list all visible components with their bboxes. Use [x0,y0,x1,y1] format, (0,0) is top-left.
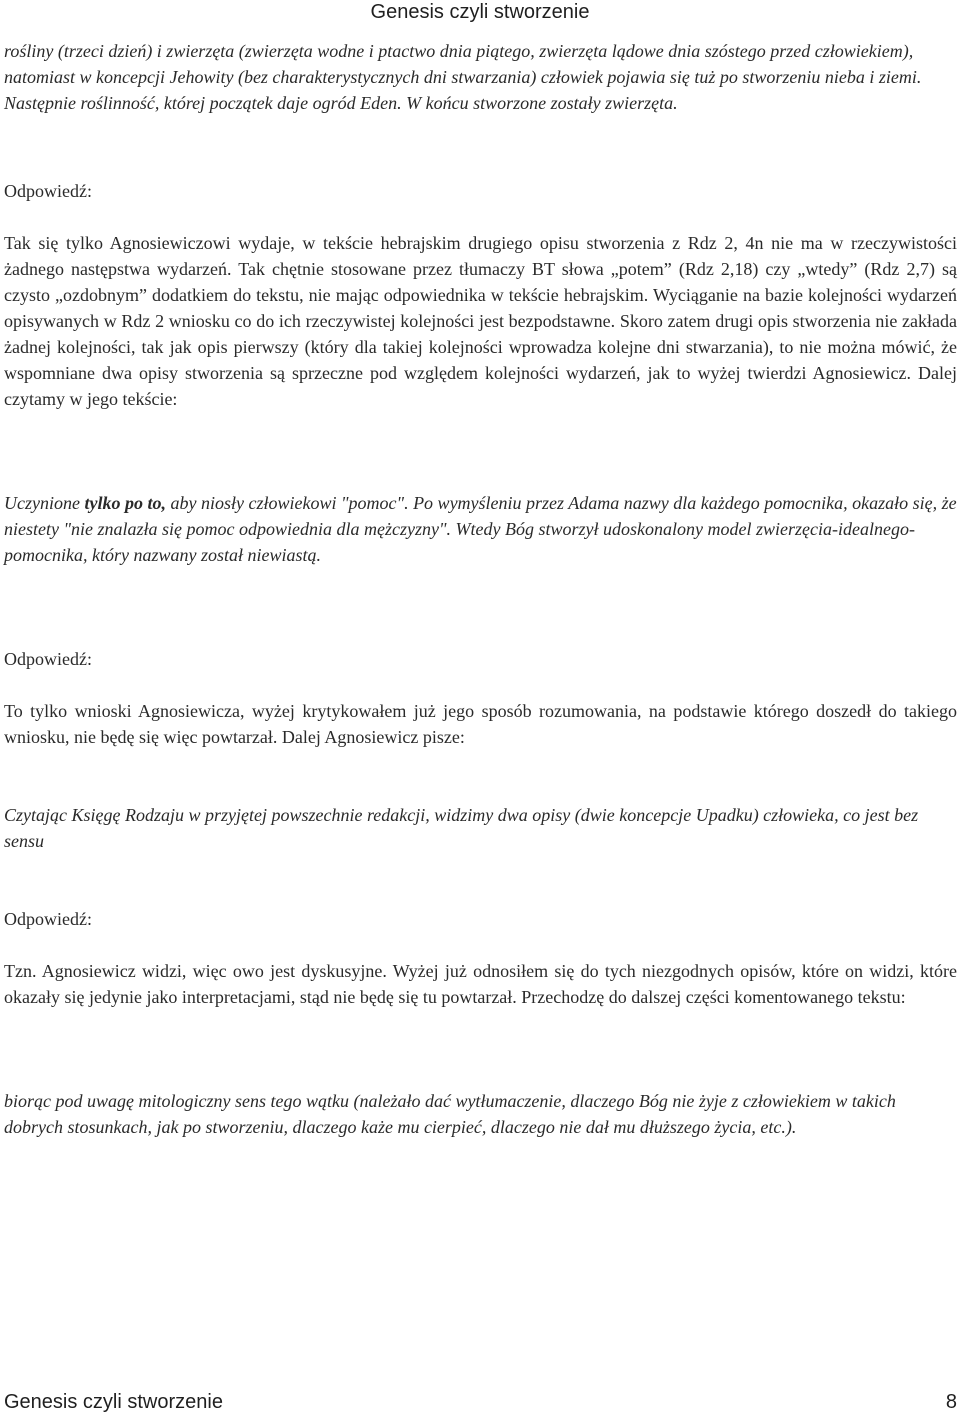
footer-title: Genesis czyli stworzenie [4,1391,223,1413]
quote-2-emphasis: tylko po to, [84,493,166,513]
answer-label-1: Odpowiedź: [4,181,92,201]
quote-paragraph-4: biorąc pod uwagę mitologiczny sens tego wątku (należało dać wytłumaczenie, dlaczego Bóg nie żyje z człowiekiem w takich dobrych stosunkach, jak po stworzeniu, dlaczego każe mu cierpieć, dlaczego nie dał mu dłuższego życia, etc.). [4,1091,896,1137]
answer-paragraph-3: Tzn. Agnosiewicz widzi, więc owo jest dyskusyjne. Wyżej już odnosiłem się do tych niezgodnych opisów, które on widzi, które okazały się jedynie jako interpretacjami, stąd nie będę się tu powtarzał. Przechodzę do dalszej części komentowanego tekstu: [4,961,957,1007]
quote-paragraph-2 [4,490,957,568]
answer-paragraph-1: Tak się tylko Agnosiewiczowi wydaje, w tekście hebrajskim drugiego opisu stworzenia z Rdz 2, 4n nie ma w rzeczywistości żadnego następstwa wydarzeń. Tak chętnie stosowane przez tłumaczy BT słowa „potem” (Rdz 2,18) czy „wtedy” (Rdz 2,7) są czysto „ozdobnym” dodatkiem do tekstu, nie mając odpowiednika w tekście hebrajskim. Wyciąganie na bazie kolejności wydarzeń opisywanych w Rdz 2 wniosku co do ich rzeczywistej kolejności jest bezpodstawne. Skoro zatem drugi opis stworzenia nie zakłada żadnej kolejności, tak jak opis pierwszy (który dla takiej kolejności wprowadza kolejne dni stwarzania), to nie można mówić, że wspomniane dwa opisy stworzenia są sprzeczne pod względem kolejności wydarzeń, jak to wyżej twierdzi Agnosiewicz. Dalej czytamy w jego tekście: [4,233,957,409]
document-body [4,38,957,1140]
answer-label-2: Odpowiedź: [4,649,92,669]
quote-paragraph-1: rośliny (trzeci dzień) i zwierzęta (zwierzęta wodne i ptactwo dnia piątego, zwierzęta lądowe dnia szóstego przed człowiekiem), natomiast w koncepcji Jehowity (bez charakterystycznych dni stwarzania) człowiek pojawia się tuż po stworzeniu nieba i ziemi. Następnie roślinność, której początek daje ogród Eden. W końcu stworzone zostały zwierzęta. [4,41,922,113]
answer-paragraph-2: To tylko wnioski Agnosiewicza, wyżej krytykowałem już jego sposób rozumowania, na podstawie którego doszedł do takiego wniosku, nie będę się więc powtarzał. Dalej Agnosiewicz pisze: [4,701,957,747]
quote-2-text-end: aby niosły człowiekowi "pomoc". Po wymyśleniu przez Adama nazwy dla każdego pomocnika, okazało się, że niestety "nie znalazła się pomoc odpowiednia dla mężczyzny". Wtedy Bóg stworzył udoskonalony model zwierzęcia-idealnego-pomocnika, który nazwany został niewiastą. [4,493,957,565]
page-number: 8 [945,1391,957,1413]
header-title: Genesis czyli stworzenie [370,1,590,23]
answer-label-3: Odpowiedź: [4,909,92,929]
quote-2-text-start: Uczynione [4,493,85,513]
quote-paragraph-3: Czytając Księgę Rodzaju w przyjętej powszechnie redakcji, widzimy dwa opisy (dwie koncepcje Upadku) człowieka, co jest bez sensu [4,805,919,851]
page-header [0,0,960,24]
page-footer [4,1390,957,1414]
